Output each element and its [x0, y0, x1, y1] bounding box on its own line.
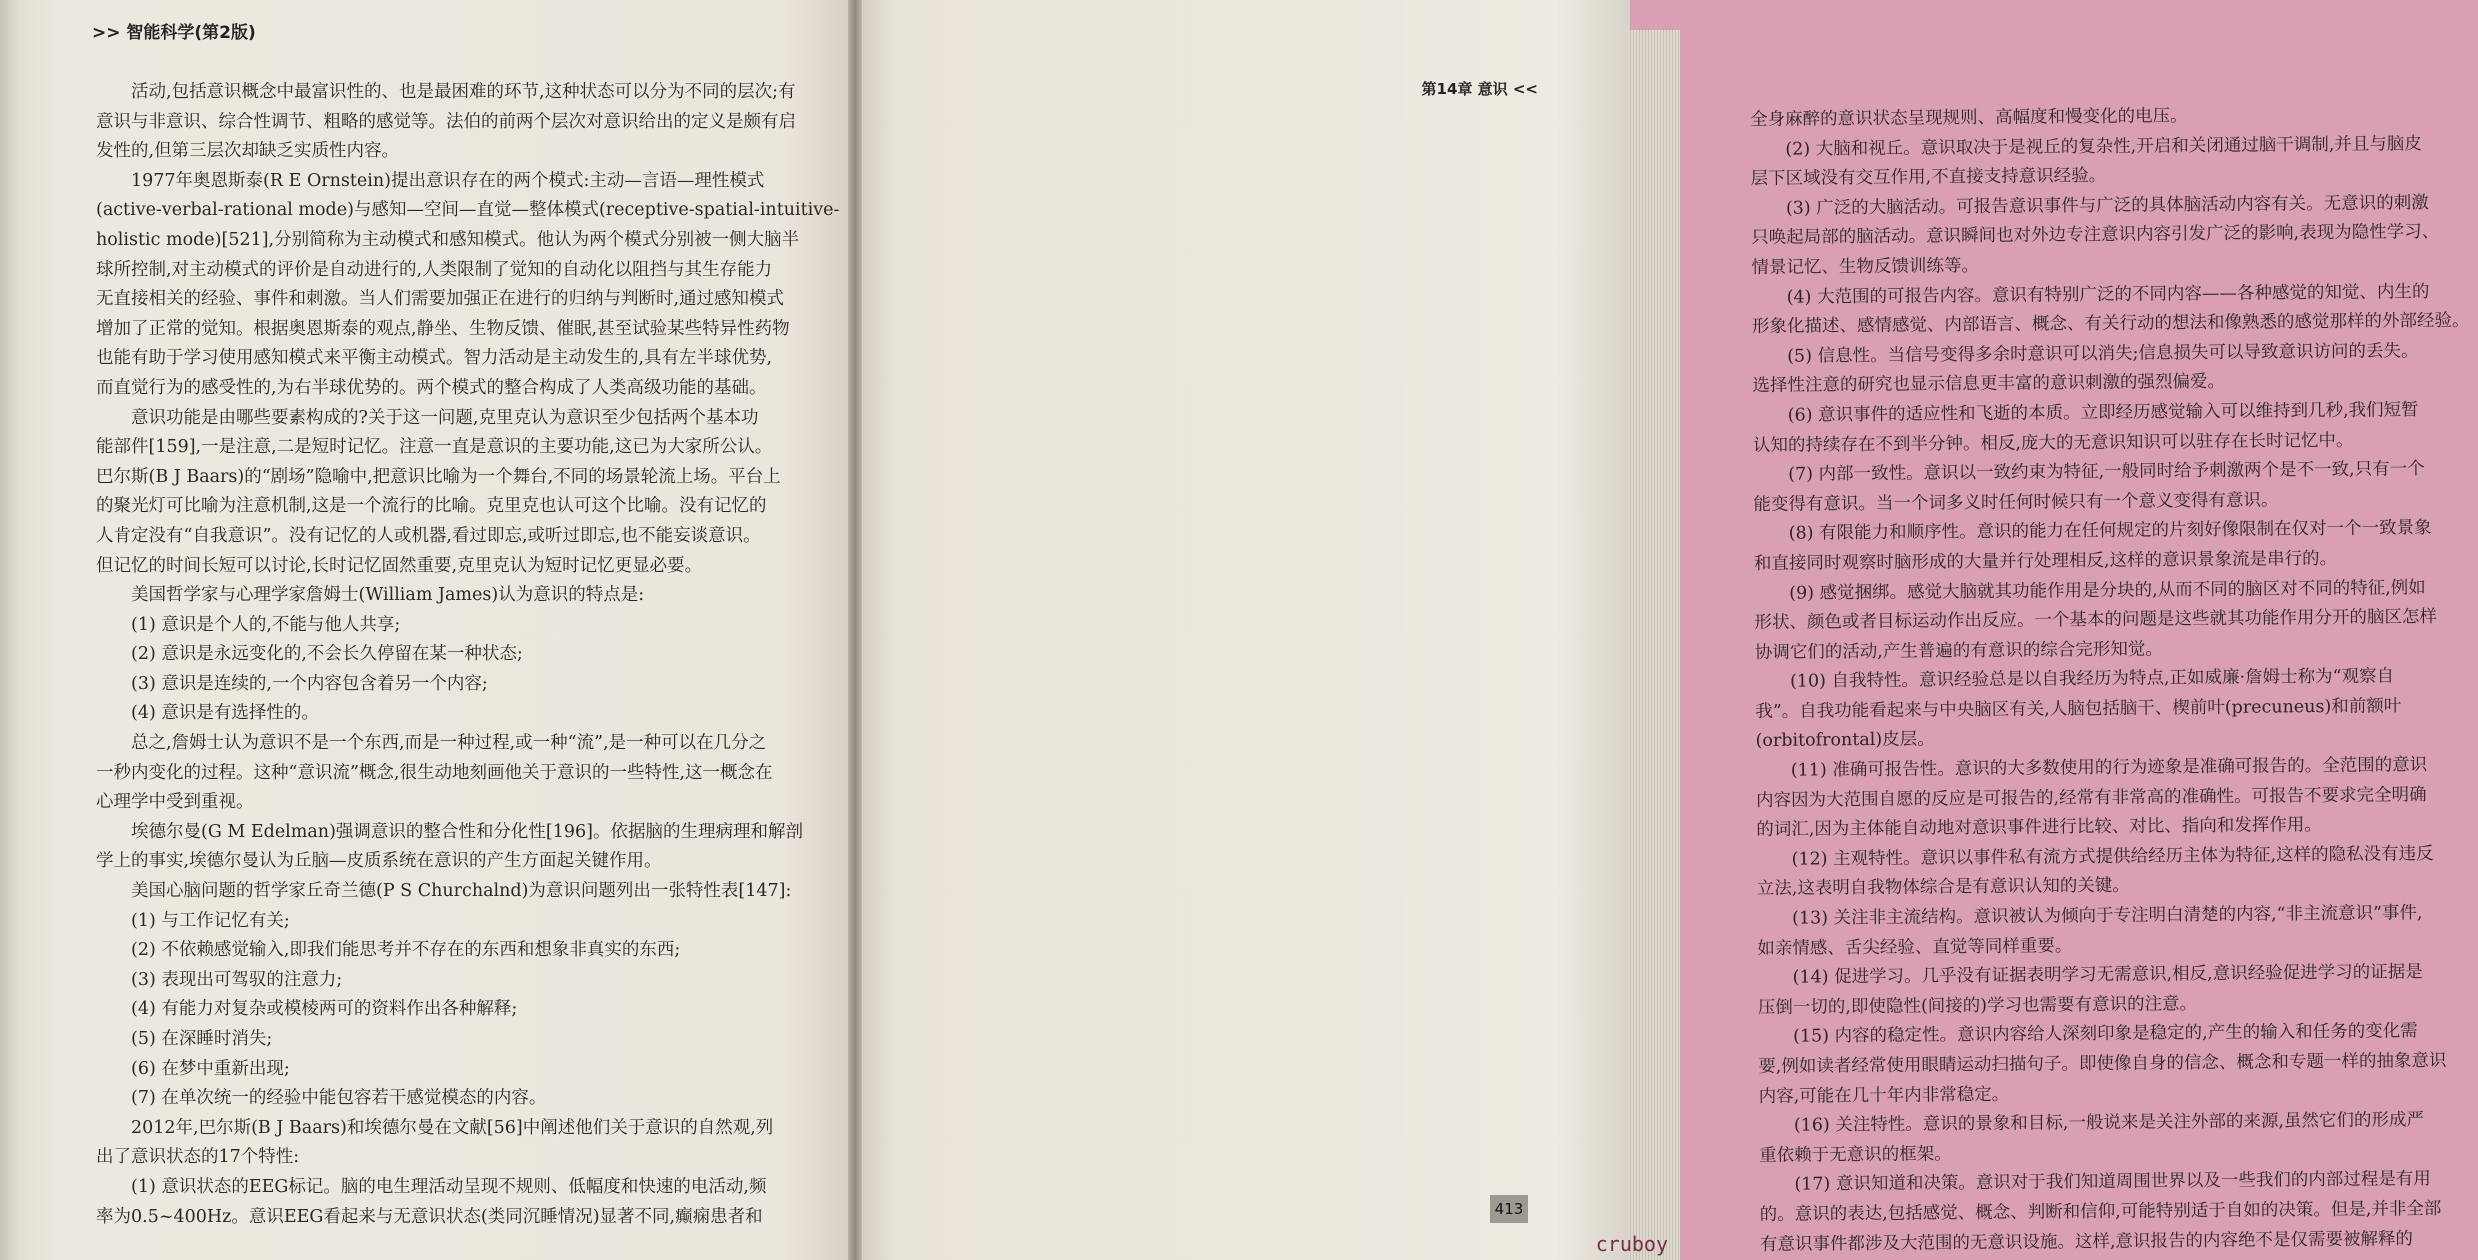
right-line: (13) 关注非主流结构。意识被认为倾向于专注明白清楚的内容,“非主流意识”事件, — [1792, 903, 2423, 929]
right-line: (4) 大范围的可报告内容。意识有特别广泛的不同内容——各种感觉的知觉、内生的 — [1786, 281, 2430, 308]
left-line: 意识与非意识、综合性调节、粗略的感觉等。法伯的前两个层次对意识给出的定义是颇有启 — [96, 111, 796, 132]
left-page — [0, 0, 855, 1260]
right-line: (6) 意识事件的适应性和飞逝的本质。立即经历感觉输入可以维持到几秒,我们短暂 — [1787, 400, 2419, 426]
left-line: 无直接相关的经验、事件和刺激。当人们需要加强正在进行的归纳与判断时,通过感知模式 — [96, 289, 785, 310]
left-line: 美国哲学家与心理学家詹姆士(William James)认为意识的特点是: — [131, 585, 645, 606]
left-line: 能部件[159],一是注意,二是短时记忆。注意一直是意识的主要功能,这已为大家所公认。 — [96, 437, 773, 458]
left-line: 而直觉行为的感受性的,为右半球优势的。两个模式的整合构成了人类高级功能的基础。 — [96, 377, 767, 398]
left-line: (6) 在梦中重新出现; — [131, 1058, 290, 1079]
right-line: 能变得有意识。当一个词多义时任何时候只有一个意义变得有意识。 — [1753, 490, 2279, 515]
left-line: (3) 表现出可驾驭的注意力; — [131, 969, 343, 990]
right-line: 有意识事件都涉及大范围的无意识设施。这样,意识报告的内容绝不是仅需要被解释的 — [1759, 1228, 2414, 1255]
right-line: (17) 意识知道和决策。意识对于我们知道周围世界以及一些我们的内部过程是有用 — [1794, 1169, 2431, 1196]
right-line: (12) 主观特性。意识以事件私有流方式提供给经历主体为特征,这样的隐私没有违反 — [1791, 843, 2434, 870]
right-line: 内容,可能在几十年内非常稳定。 — [1758, 1084, 2010, 1107]
right-line: 协调它们的活动,产生普遍的有意识的综合完形知觉。 — [1754, 639, 2163, 663]
left-line: (4) 有能力对复杂或模棱两可的资料作出各种解释; — [131, 999, 518, 1020]
left-line: (3) 意识是连续的,一个内容包含着另一个内容; — [131, 673, 488, 694]
left-line: (7) 在单次统一的经验中能包容若干感觉模态的内容。 — [131, 1088, 547, 1109]
left-line: (1) 意识是个人的,不能与他人共享; — [131, 614, 401, 635]
right-line: 形状、颜色或者目标运动作出反应。一个基本的问题是这些就其功能作用分开的脑区怎样 — [1754, 607, 2438, 634]
left-line: 心理学中受到重视。 — [96, 792, 254, 813]
left-line: 巴尔斯(B J Baars)的“剧场”隐喻中,把意识比喻为一个舞台,不同的场景轮流上场。平台上 — [96, 466, 781, 487]
left-page-body — [96, 78, 840, 1232]
left-line: 球所控制,对主动模式的评价是自动进行的,人类限制了觉知的自动化以阻挡与其生存能力 — [96, 259, 773, 280]
left-line: 人肯定没有“自我意识”。没有记忆的人或机器,看过即忘,或听过即忘,也不能妄谈意识。 — [96, 525, 761, 546]
left-line: holistic mode)[521],分别简称为主动模式和感知模式。他认为两个模式分别被一侧大脑半 — [96, 229, 800, 250]
left-line: 学上的事实,埃德尔曼认为丘脑—皮质系统在意识的产生方面起关键作用。 — [96, 851, 662, 872]
right-line: 如亲情感、舌尖经验、直觉等同样重要。 — [1757, 935, 2073, 959]
left-line: (4) 意识是有选择性的。 — [131, 703, 319, 724]
running-head-right: 第14章 意识 << — [1421, 80, 1538, 98]
left-line: (1) 与工作记忆有关; — [131, 910, 290, 931]
right-line: (5) 信息性。当信号变得多余时意识可以消失;信息损失可以导致意识访问的丢失。 — [1787, 340, 2419, 367]
left-line: 美国心脑问题的哲学家丘奇兰德(P S Churchalnd)为意识问题列出一张特性表[147]: — [131, 881, 792, 902]
right-line: 我”。自我功能看起来与中央脑区有关,人脑包括脑干、楔前叶(precuneus)和前额叶 — [1755, 696, 2402, 722]
right-line: 只唤起局部的脑活动。意识瞬间也对外边专注意识内容引发广泛的影响,表现为隐性学习、 — [1751, 222, 2440, 249]
right-line: (orbitofrontal)皮层。 — [1755, 729, 1935, 752]
watermark: cruboy — [1595, 1232, 1668, 1256]
right-line: (16) 关注特性。意识的景象和目标,一般说来是关注外部的来源,虽然它们的形成严 — [1793, 1110, 2425, 1136]
left-line: 活动,包括意识概念中最富识性的、也是最困难的环节,这种状态可以分为不同的层次;有 — [131, 82, 796, 102]
left-line: 一秒内变化的过程。这种“意识流”概念,很生动地刻画他关于意识的一些特性,这一概念在 — [96, 762, 773, 783]
right-line: 情景记忆、生物反馈训练等。 — [1751, 255, 1979, 278]
left-line: 率为0.5~400Hz。意识EEG看起来与无意识状态(类同沉睡情况)显著不同,癫痫患者和 — [96, 1206, 763, 1227]
left-line: 出了意识状态的17个特性: — [96, 1147, 300, 1168]
right-page-body — [1750, 100, 2470, 1260]
right-line: (11) 准确可报告性。意识的大多数使用的行为迹象是准确可报告的。全范围的意识 — [1790, 755, 2428, 781]
left-line: 1977年奥恩斯泰(R E Ornstein)提出意识存在的两个模式:主动—言语—理性模式 — [131, 170, 765, 191]
right-line: (14) 促进学习。几乎没有证据表明学习无需意识,相反,意识经验促进学习的证据是 — [1792, 962, 2423, 988]
right-line: 立法,这表明自我物体综合是有意识认知的关键。 — [1756, 876, 2130, 900]
right-line: (9) 感觉捆绑。感觉大脑就其功能作用是分块的,从而不同的脑区对不同的特征,例如 — [1789, 577, 2426, 604]
left-line: (active-verbal-rational mode)与感知—空间—直觉—整体模式(receptive-spatial-intuitive- — [96, 200, 840, 221]
left-line: 的聚光灯可比喻为注意机制,这是一个流行的比喻。克里克也认可这个比喻。没有记忆的 — [96, 496, 767, 517]
right-line: 的。意识的表达,包括感觉、概念、判断和信仰,可能特别适于自如的决策。但是,并非全部 — [1759, 1198, 2442, 1225]
running-head-left: >> 智能科学(第2版) — [92, 23, 256, 43]
left-line: 但记忆的时间长短可以讨论,长时记忆固然重要,克里克认为短时记忆更显必要。 — [96, 555, 703, 576]
right-line: 的词汇,因为主体能自动地对意识事件进行比较、对比、指向和发挥作用。 — [1756, 815, 2322, 841]
right-line: 内容因为大范围自愿的反应是可报告的,经常有非常高的准确性。可报告不要求完全明确 — [1755, 784, 2427, 811]
right-line: 和直接同时观察时脑形成的大量并行处理相反,这样的意识景象流是串行的。 — [1753, 548, 2338, 574]
right-line: (8) 有限能力和顺序性。意识的能力在任何规定的片刻好像限制在仅对一个一致景象 — [1788, 518, 2432, 544]
right-line: 层下区域没有交互作用,不直接支持意识经验。 — [1750, 166, 2107, 190]
right-line: 选择性注意的研究也显示信息更丰富的意识刺激的强烈偏爱。 — [1752, 372, 2226, 397]
left-line: (1) 意识状态的EEG标记。脑的电生理活动呈现不规则、低幅度和快速的电活动,频 — [131, 1176, 767, 1197]
left-line: 2012年,巴尔斯(B J Baars)和埃德尔曼在文献[56]中阐述他们关于意识的自然观,列 — [131, 1117, 774, 1138]
page-number: 413 — [1490, 1195, 1528, 1223]
left-line: 发性的,但第三层次却缺乏实质性内容。 — [96, 141, 400, 162]
page-stack-right — [1628, 30, 1680, 1260]
right-line: 要,例如读者经常使用眼睛运动扫描句子。即使像自身的信念、概念和专题一样的抽象意识 — [1758, 1050, 2447, 1077]
left-line: (5) 在深睡时消失; — [131, 1029, 273, 1049]
left-line: 也能有助于学习使用感知模式来平衡主动模式。智力活动是主动发生的,具有左半球优势, — [96, 348, 773, 369]
right-line: (7) 内部一致性。意识以一致约束为特征,一般同时给予刺激两个是不一致,只有一个 — [1788, 459, 2425, 485]
left-line: 意识功能是由哪些要素构成的?关于这一问题,克里克认为意识至少包括两个基本功 — [131, 407, 759, 428]
right-line: 重依赖于无意识的框架。 — [1759, 1144, 1952, 1166]
left-line: (2) 意识是永远变化的,不会长久停留在某一种状态; — [131, 644, 523, 665]
right-line: 形象化描述、感情感觉、内部语言、概念、有关行动的想法和像熟悉的感觉那样的外部经验。 — [1751, 310, 2470, 338]
right-line: (3) 广泛的大脑活动。可报告意识事件与广泛的具体脑活动内容有关。无意识的刺激 — [1785, 192, 2429, 219]
book-gutter — [848, 0, 862, 1260]
right-line: (15) 内容的稳定性。意识内容给人深刻印象是稳定的,产生的输入和任务的变化需 — [1793, 1021, 2418, 1048]
right-line: 全身麻醉的意识状态呈现规则、高幅度和慢变化的电压。 — [1750, 106, 2188, 130]
right-line: 压倒一切的,即使隐性(间接的)学习也需要有意识的注意。 — [1757, 993, 2198, 1018]
left-line: 增加了正常的觉知。根据奥恩斯泰的观点,静坐、生物反馈、催眠,甚至试验某些特异性药物 — [96, 318, 790, 339]
left-line: 埃德尔曼(G M Edelman)强调意识的整合性和分化性[196]。依据脑的生理病理和解剖 — [131, 821, 803, 842]
right-line: (10) 自我特性。意识经验总是以自我经历为特点,正如威廉·詹姆士称为“观察自 — [1789, 666, 2395, 692]
left-line: 总之,詹姆士认为意识不是一个东西,而是一种过程,或一种“流”,是一种可以在几分之 — [131, 733, 767, 754]
left-line: (2) 不依赖感觉输入,即我们能思考并不存在的东西和想象非真实的东西; — [131, 940, 681, 961]
right-line: (2) 大脑和视丘。意识取决于是视丘的复杂性,开启和关闭通过脑干调制,并且与脑皮 — [1785, 133, 2422, 160]
right-line: 认知的持续存在不到半分钟。相反,庞大的无意识知识可以驻存在长时记忆中。 — [1752, 430, 2354, 456]
